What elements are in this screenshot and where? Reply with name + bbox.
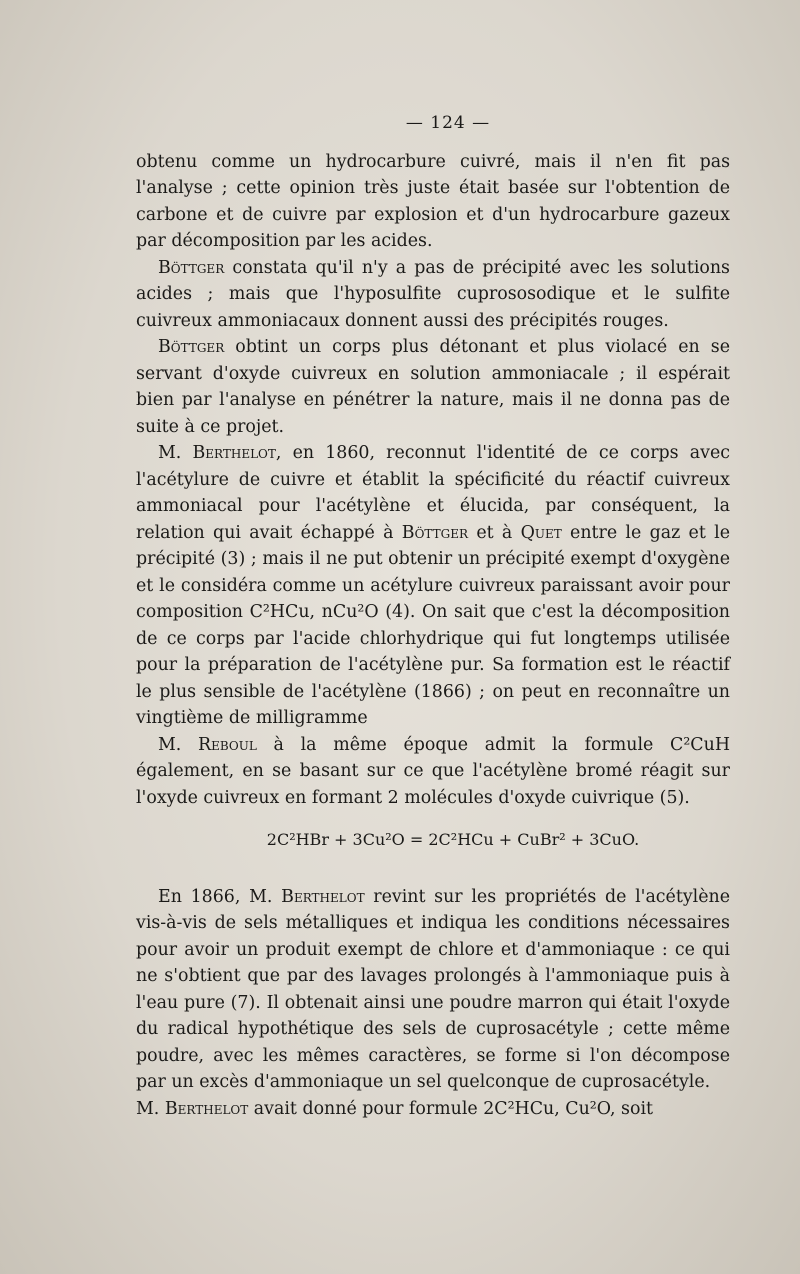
chemical-formula: 2C²HBr + 3Cu²O = 2C²HCu + CuBr² + 3CuO. (266, 830, 640, 849)
page-text (136, 110, 730, 1122)
paragraph-text: , en 1860, reconnut l'identité de ce corps avec l'acétylure de cuivre et établit la spécificité du réactif cuivreux ammoniacal pour l'acétylène et élucida, par conséquent, la relation qui avait échappé à (136, 443, 730, 543)
paragraph-text: obtenu comme un hydrocarbure cuivré, mais il n'en fit pas l'analyse ; cette opinion très juste était basée sur l'obtention de carbone et de cuivre par explosion et d'un hydrocarbure gazeux par décomposition par les acides. (136, 151, 730, 251)
author-name: Berthelot (164, 1098, 249, 1119)
author-name: Berthelot (192, 443, 276, 463)
author-name: Böttger (401, 522, 469, 543)
paragraph-text: obtint un corps plus détonant et plus violacé en se servant d'oxyde cuivreux en solution ammoniacale ; il espérait bien par l'analyse en pénétrer la nature, mais il ne donna pas de suite à ce projet. (136, 337, 730, 437)
paragraph-text: à la même époque admit la formule C²CuH également, en se basant sur ce que l'acétylène bromé réagit sur l'oxyde cuivreux en formant 2 molécules d'oxyde cuivrique (5). (136, 734, 730, 808)
paragraph-4 (136, 440, 730, 732)
paragraph-text: entre le gaz et le précipité (3) ; mais il ne put obtenir un précipité exempt d'oxygène et le considéra comme un acétylure cuivreux paraissant avoir pour composition C²HCu, nCu²O (4). On sait que c'est la décomposition de ce corps par l'acide chlorhydrique qui fut longtemps utilisée pour la préparation de l'acétylène pur. Sa formation est le réactif le plus sensible de l'acétylène (1866) ; on peut en reconnaître un vingtième de milligramme (136, 522, 730, 728)
paragraph-text: avait donné pour formule 2C²HCu, Cu²O, soit (248, 1098, 653, 1119)
author-name: Böttger (158, 337, 225, 357)
author-name: Böttger (158, 257, 225, 278)
paragraph-text: revint sur les propriétés de l'acétylène vis-à-vis de sels métalliques et indiqua les conditions nécessaires pour avoir un produit exempt de chlore et d'ammoniaque : ce qui ne s'obtient que par des lavages prolongés à l'ammoniaque puis à l'eau pure (7). Il obtenait ainsi une poudre marron qui était l'oxyde du radical hypothétique des sels de cuprosacétyle ; cette même poudre, avec les mêmes caractères, se forme si l'on décompose par un excès d'ammoniaque un sel quelconque de cuprosacétyle. (136, 886, 731, 1092)
paragraph-text: constata qu'il n'y a pas de précipité avec les solutions acides ; mais que l'hyposulfite cuprososodique et le sulfite cuivreux ammoniacaux donnent aussi des précipités rouges. (136, 257, 730, 331)
paragraph-text: M. (158, 734, 199, 755)
paragraph-text: et à (468, 522, 521, 543)
paragraph-6 (136, 884, 730, 1096)
paragraph-text: M. (136, 1098, 165, 1119)
page-number: — 124 — (405, 113, 491, 133)
paragraph-text: En 1866, M. (158, 886, 282, 907)
paragraph-text: M. (158, 443, 193, 463)
paragraph-1 (136, 149, 730, 255)
paragraph-7 (136, 1096, 730, 1123)
paragraph-2 (136, 255, 730, 335)
paragraph-3 (136, 334, 730, 440)
paragraph-5 (136, 732, 730, 812)
author-name: Quet (520, 522, 562, 543)
author-name: Berthelot (281, 886, 365, 907)
author-name: Reboul (198, 734, 257, 755)
